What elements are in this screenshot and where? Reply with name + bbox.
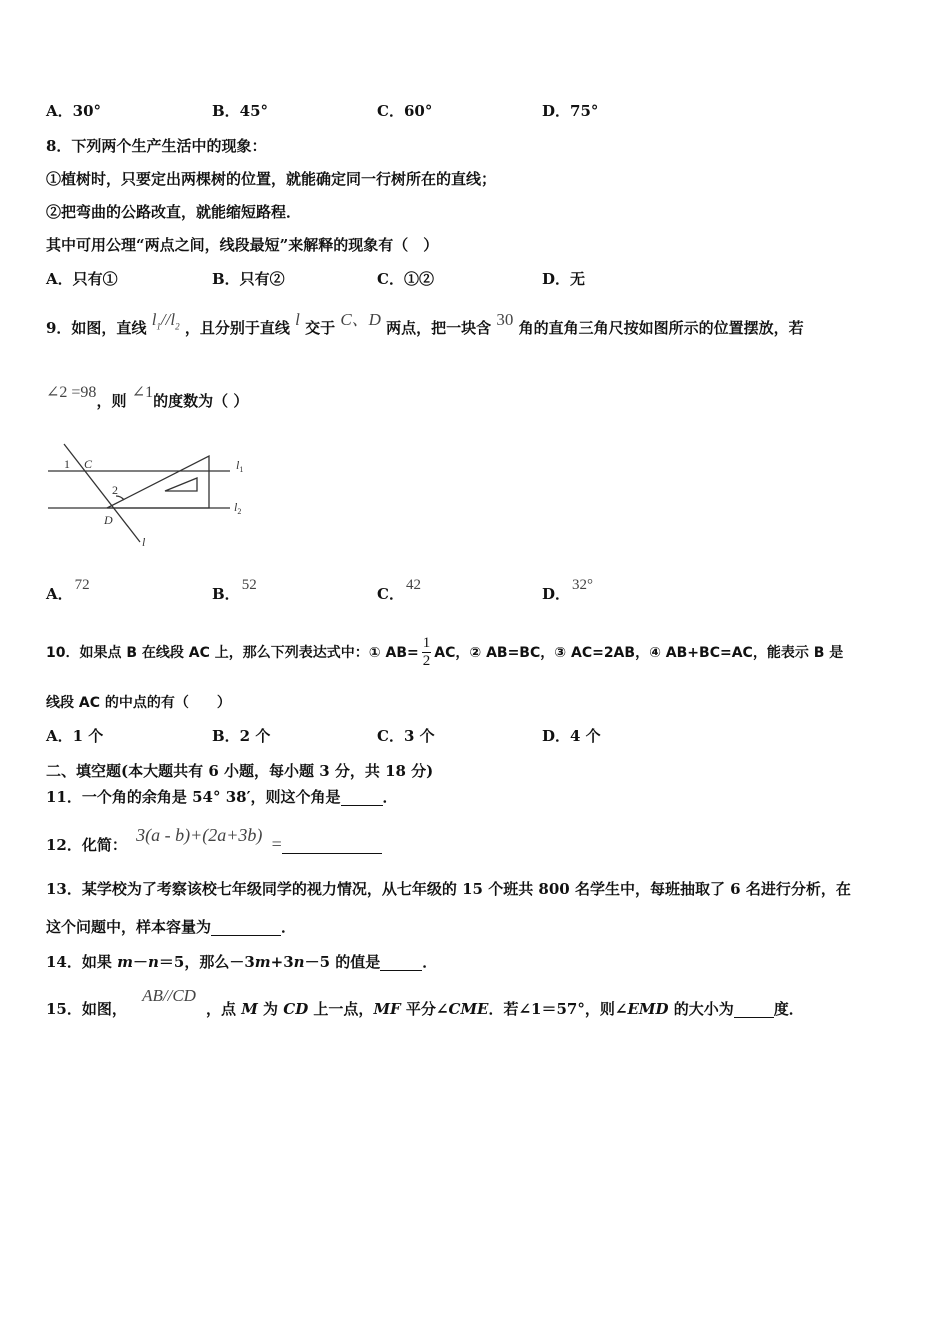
q8-option-a: A．只有① <box>46 270 118 288</box>
q9-line-l: l <box>295 310 300 329</box>
q8-question: 其中可用公理“两点之间，线段最短”来解释的现象有（ ） <box>46 236 439 254</box>
q10-option-d: D．4 个 <box>542 727 601 745</box>
q9-text-3: 交于 <box>305 319 336 337</box>
q10-option-a: A．1 个 <box>46 727 104 745</box>
q8-item-1: ①植树时，只要定出两棵树的位置，就能确定同一行树所在的直线； <box>46 170 497 188</box>
triangle-ruler <box>107 456 209 508</box>
q8-stem: 8．下列两个生产生活中的现象： <box>46 137 267 155</box>
q11-blank <box>341 790 383 806</box>
q9-l1-l2: $l_1//l_2$ <box>151 310 180 332</box>
q12: 12．化简： 3(a - b)+(2a+3b) = <box>46 835 382 854</box>
q7-option-d: D．75° <box>542 102 599 120</box>
q12-equals: = <box>271 834 282 854</box>
fig-label-d: D <box>104 513 113 527</box>
q15-blank <box>734 1002 774 1018</box>
section-2-title: 二、填空题(本大题共有 6 小题，每小题 3 分，共 18 分) <box>46 762 434 780</box>
q8-item-2: ②把弯曲的公路改直，就能缩短路程． <box>46 203 302 221</box>
q9-option-c: C． 42 <box>377 577 421 603</box>
q10-line-1 <box>46 636 843 669</box>
q8-option-d: D．无 <box>542 270 586 288</box>
q13-line-2: 这个问题中，样本容量为 ． <box>46 918 297 936</box>
q10-text-1: 10．如果点 B 在线段 AC 上，那么下列表达式中：① AB= <box>46 644 419 661</box>
fig-label-c: C <box>84 457 93 471</box>
q12-blank <box>282 838 382 854</box>
q9-figure <box>44 438 259 553</box>
fig-label-l2: $l_2$ <box>234 500 242 516</box>
q9-option-d-value: 32° <box>572 577 594 593</box>
q10-text-2: AC，② AB=BC，③ AC=2AB，④ AB+BC=AC，能表示 B 是 <box>434 644 844 661</box>
line-l <box>64 444 140 542</box>
q9-text-2: ，且分别于直线 <box>184 319 290 337</box>
q12-expression: 3(a - b)+(2a+3b) <box>136 825 263 845</box>
q10-line-2: 线段 AC 的中点的有（ ） <box>46 695 231 711</box>
q9-text-7: 的度数为（ ） <box>153 392 249 410</box>
q7-option-b: B．45° <box>212 102 269 120</box>
q9-angle-2: ∠2 =98 <box>46 384 97 401</box>
q10-option-b: B．2 个 <box>212 727 271 745</box>
fig-label-2: 2 <box>112 483 118 497</box>
q15-expression: AB//CD <box>142 986 196 1005</box>
q10-fraction: $\frac{1}{2}$ <box>422 635 431 669</box>
q9-text-1: 9．如图，直线 <box>46 319 147 337</box>
q9-text-6: ，则 <box>96 392 127 410</box>
q8-option-b: B．只有② <box>212 270 285 288</box>
q9-option-b: B． 52 <box>212 577 257 603</box>
fig-label-l1: $l_1$ <box>236 458 244 474</box>
q11: 11．一个角的余角是 54° 38′，则这个角是 ． <box>46 788 398 806</box>
q9-thirty: 30 <box>496 310 514 329</box>
q9-option-d: D． 32° <box>542 577 594 603</box>
fig-label-l: l <box>142 535 146 549</box>
triangle-inner <box>165 478 197 491</box>
q14: 14．如果 m－n＝5，那么－3m+3n－5 的值是 ． <box>46 953 438 971</box>
q9-option-b-value: 52 <box>241 577 257 593</box>
q9-line-2 <box>46 384 249 410</box>
q9-option-a-value: 72 <box>74 577 90 593</box>
q9-line-1 <box>46 310 804 339</box>
q9-text-4: 两点，把一块含 <box>386 319 492 337</box>
q9-text-5: 角的直角三角尺按如图所示的位置摆放，若 <box>518 319 804 337</box>
q7-option-c: C．60° <box>377 102 433 120</box>
q9-angle-1: ∠1 <box>131 384 154 401</box>
q13-line-1: 13．某学校为了考察该校七年级同学的视力情况，从七年级的 15 个班共 800 名学生中，每班抽取了 6 名进行分析，在 <box>46 880 851 898</box>
q9-points-cd: C、D <box>340 310 381 329</box>
fig-label-1: 1 <box>64 457 70 471</box>
q9-option-c-value: 42 <box>405 577 421 593</box>
q10-option-c: C．3 个 <box>377 727 435 745</box>
q7-option-a: A．30° <box>46 102 102 120</box>
q8-option-c: C．①② <box>377 270 434 288</box>
q9-option-a: A． 72 <box>46 577 90 603</box>
q13-blank <box>211 920 281 936</box>
q14-blank <box>380 955 422 971</box>
q15: 15．如图， AB//CD，点 M 为 CD 上一点，MF 平分∠CME．若∠1＝57°，则∠EMD 的大小为 度． <box>46 986 804 1018</box>
